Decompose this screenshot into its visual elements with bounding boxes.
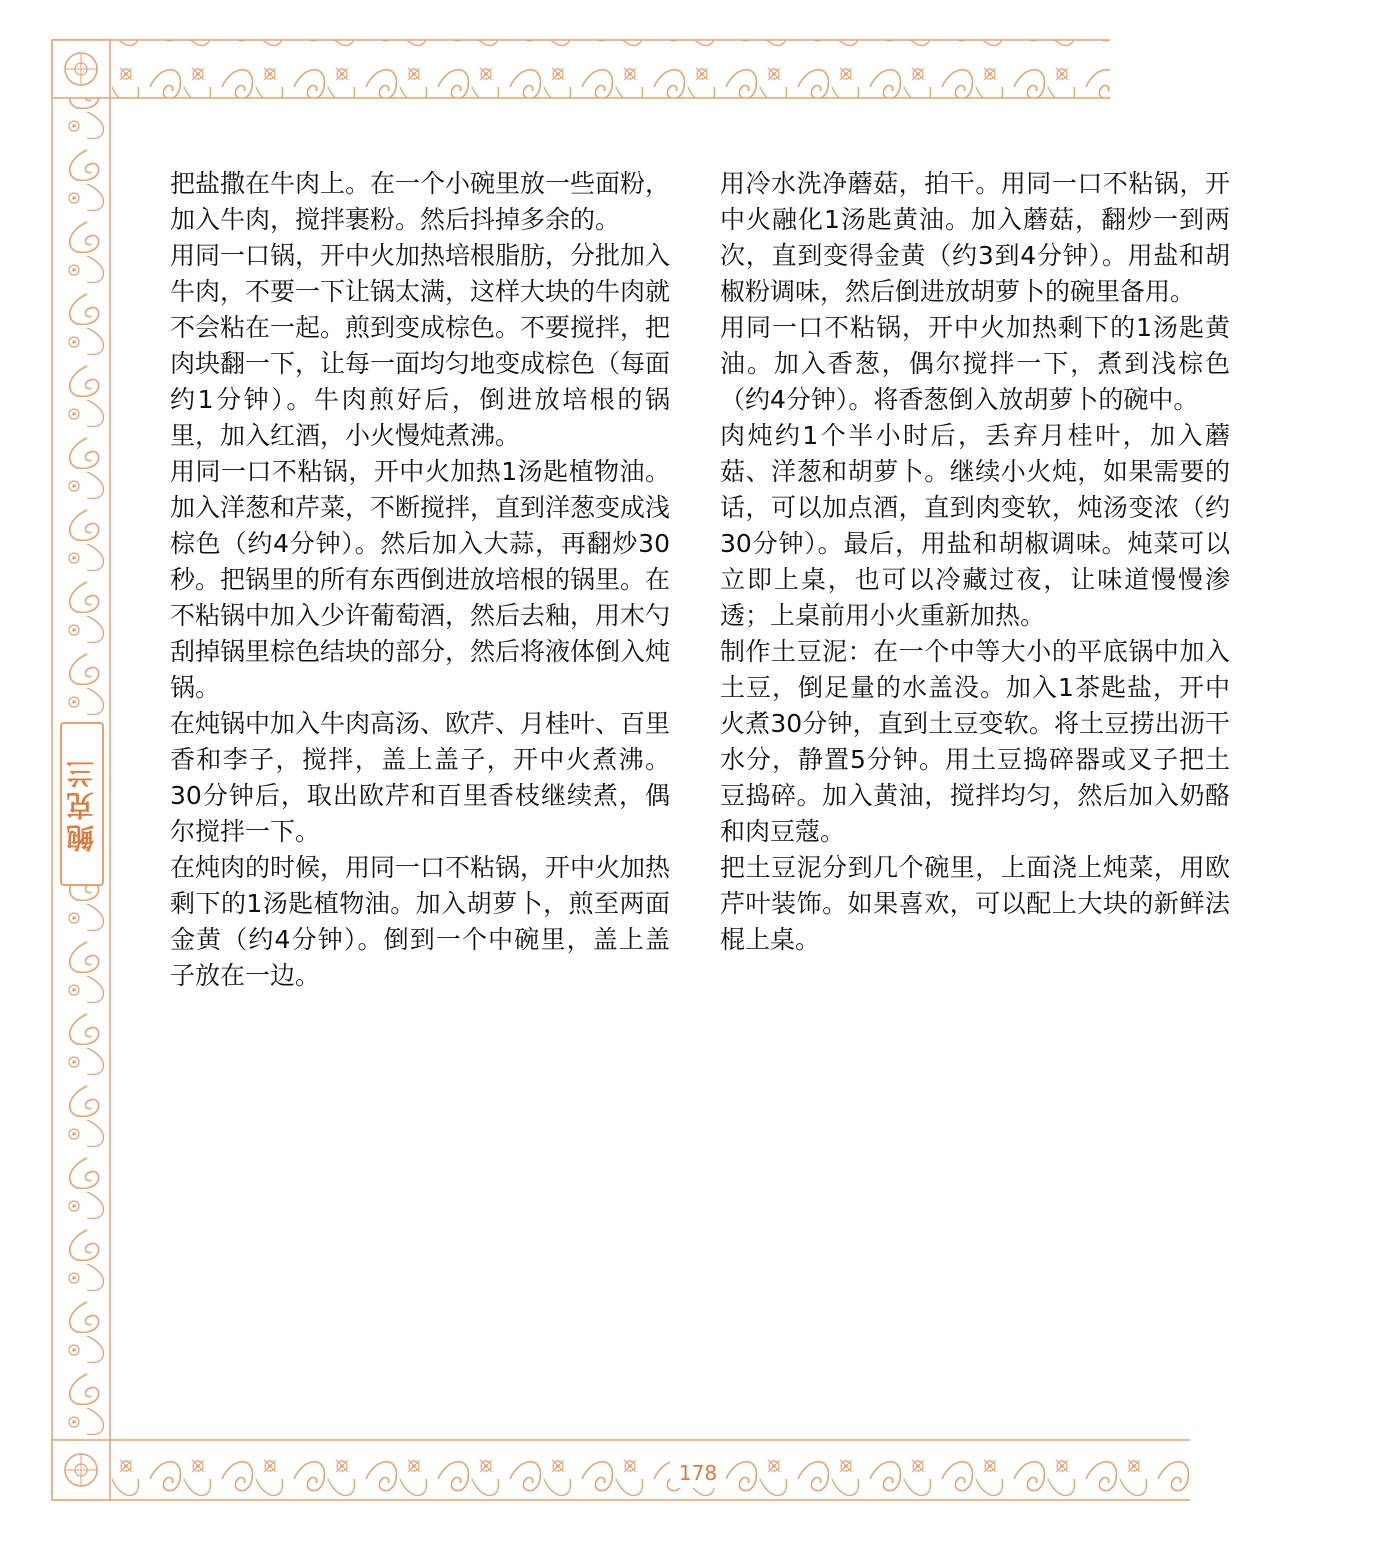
paragraph: 制作土豆泥：在一个中等大小的平底锅中加入土豆，倒足量的水盖没。加入1茶匙盐，开中火煮30分钟，直到土豆变软。将土豆捞出沥干水分，静置5分钟。用土豆捣碎器或叉子把土豆捣碎。加入黄油，搅拌均匀，然后加入奶酪和肉豆蔻。 <box>720 637 1230 846</box>
right-text-column <box>720 166 1230 958</box>
paragraph: 在炖锅中加入牛肉高汤、欧芹、月桂叶、百里香和李子，搅拌，盖上盖子，开中火煮沸。30分钟后，取出欧芹和百里香枝继续煮，偶尔搅拌一下。 <box>170 709 671 846</box>
paragraph: 用同一口锅，开中火加热培根脂肪，分批加入牛肉，不要一下让锅太满，这样大块的牛肉就不会粘在一起。煎到变成棕色。不要搅拌，把肉块翻一下，让每一面均匀地变成棕色（每面约1分钟）。牛肉煎好后，倒进放培根的锅里，加入红酒，小火慢炖煮沸。 <box>170 241 671 450</box>
paragraph: 肉炖约1个半小时后，丢弃月桂叶，加入蘑菇、洋葱和胡萝卜。继续小火炖，如果需要的话，可以加点酒，直到肉变软，炖汤变浓（约30分钟）。最后，用盐和胡椒调味。炖菜可以立即上桌，也可以冷藏过夜，让味道慢慢渗透；上桌前用小火重新加热。 <box>720 421 1230 630</box>
paragraph: 把土豆泥分到几个碗里，上面浇上炖菜，用欧芹叶装饰。如果喜欢，可以配上大块的新鲜法棍上桌。 <box>720 853 1230 954</box>
paragraph: 把盐撒在牛肉上。在一个小碗里放一些面粉，加入牛肉，搅拌裹粉。然后抖掉多余的。 <box>170 169 671 234</box>
chapter-side-tab-label: 鲍克兰 <box>65 756 98 852</box>
page-number: 178 <box>670 1458 726 1488</box>
paragraph: 用冷水洗净蘑菇，拍干。用同一口不粘锅，开中火融化1汤匙黄油。加入蘑菇，翻炒一到两次，直到变得金黄（约3到4分钟）。用盐和胡椒粉调味，然后倒进放胡萝卜的碗里备用。 <box>720 169 1230 306</box>
paragraph: 用同一口不粘锅，开中火加热剩下的1汤匙黄油。加入香葱，偶尔搅拌一下，煮到浅棕色（约4分钟）。将香葱倒入放胡萝卜的碗中。 <box>720 313 1230 414</box>
left-text-column <box>170 166 670 994</box>
paragraph: 用同一口不粘锅，开中火加热1汤匙植物油。加入洋葱和芹菜，不断搅拌，直到洋葱变成浅棕色（约4分钟）。然后加入大蒜，再翻炒30秒。把锅里的所有东西倒进放培根的锅里。在不粘锅中加入少许葡萄酒，然后去釉，用木勺刮掉锅里棕色结块的部分，然后将液体倒入炖锅。 <box>170 457 671 702</box>
chapter-side-tab <box>60 722 104 886</box>
paragraph: 在炖肉的时候，用同一口不粘锅，开中火加热剩下的1汤匙植物油。加入胡萝卜，煎至两面金黄（约4分钟）。倒到一个中碗里，盖上盖子放在一边。 <box>170 853 671 990</box>
